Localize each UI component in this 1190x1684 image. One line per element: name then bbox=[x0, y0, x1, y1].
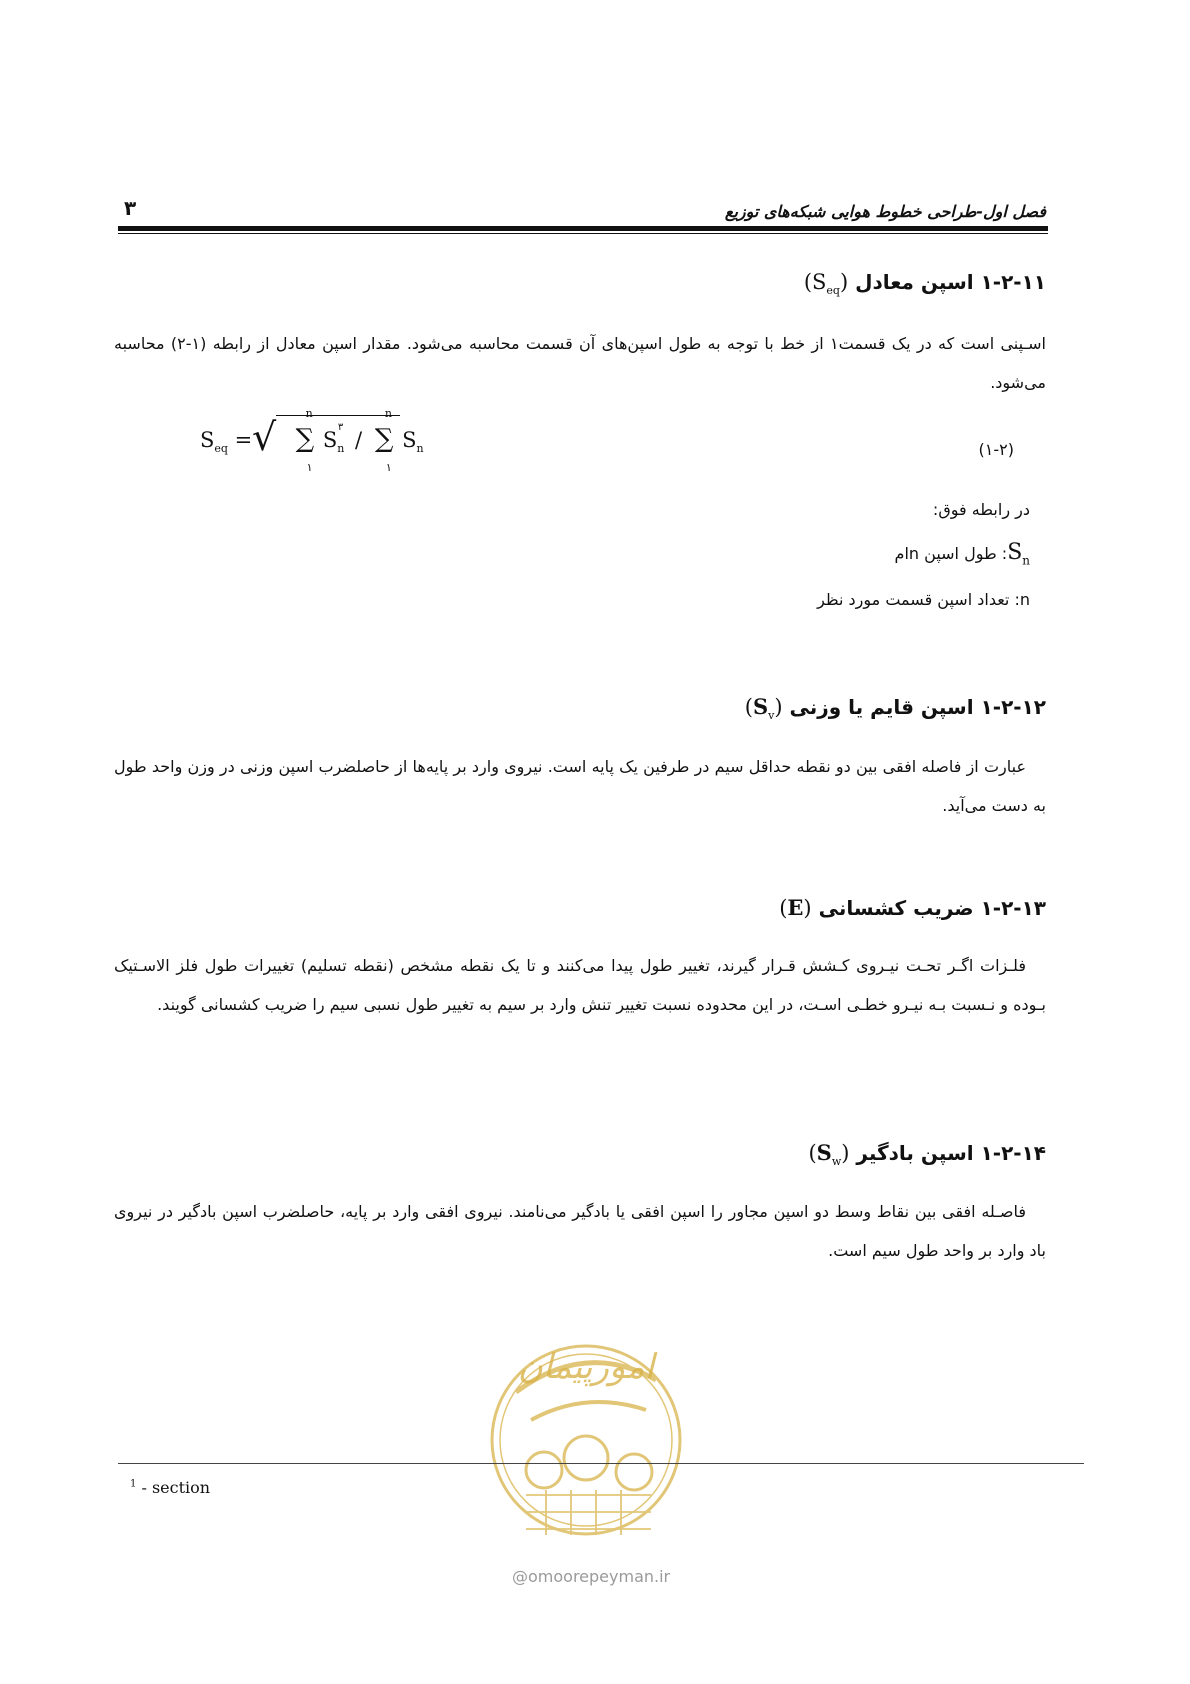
header-rule bbox=[118, 226, 1048, 231]
section-number: ۱-۲-۱۳ bbox=[980, 896, 1046, 920]
header-rule-thin bbox=[118, 233, 1048, 234]
eq-equals-sign: = bbox=[234, 428, 253, 452]
footnote-rule bbox=[118, 1463, 1084, 1464]
section-paragraph-13: فلـزات اگـر تحـت نیـروی کـشش قـرار گیرند، تغییر طول پیدا می‌کنند و تا یک نقطه مشخص (نقطه تسلیم) تغییرات طول فلز الاسـتیک بـوده و نـسبت بـه نیـرو خطـی اسـت، در این محدوده نسبت تغییر تنش وارد بر سیم به تغییر طول نسبی سیم را ضریب کشسانی گویند. bbox=[114, 956, 1046, 1014]
section-title: ضریب کشسانی bbox=[818, 896, 974, 920]
equation-formula bbox=[200, 407, 424, 474]
section-title: اسپن معادل bbox=[855, 270, 974, 294]
sqrt-overline bbox=[276, 415, 400, 416]
sqrt-sign: √ bbox=[252, 415, 277, 459]
section-number: ۱-۲-۱۱ bbox=[980, 270, 1046, 294]
section-heading-11 bbox=[804, 270, 1046, 297]
eq-slash: / bbox=[355, 428, 363, 452]
section-paragraph-14: فاصـله افقی بین نقاط وسط دو اسپن مجاور را اسپن افقی یا بادگیر می‌نامند. نیروی افقی وارد بر پایه، حاصلضرب اسپن بادگیر در نیروی باد وارد بر واحد طول سیم است. bbox=[114, 1202, 1046, 1260]
sum-symbol-1: ∑ n ۱ bbox=[295, 407, 315, 474]
watermark-logo bbox=[486, 1320, 688, 1560]
definition-sn: $S_n$: طول اسپن nام bbox=[894, 540, 1030, 568]
section-heading-13 bbox=[779, 895, 1046, 920]
page-number: ۳ bbox=[124, 196, 137, 220]
definition-n: n: تعداد اسپن قسمت مورد نظر bbox=[817, 590, 1030, 609]
running-header-title: فصل اول-طراحی خطوط هوایی شبکه‌های توزیع bbox=[724, 202, 1046, 221]
section-symbol: (E) bbox=[779, 895, 812, 920]
section-title: اسپن قایم یا وزنی bbox=[789, 695, 974, 719]
footnote: $^1$ - section bbox=[130, 1478, 211, 1497]
section-number: ۱-۲-۱۲ bbox=[980, 695, 1046, 719]
eq-term-1: $S_n$ ۳ bbox=[322, 422, 345, 456]
sum-symbol-2: ∑ n ۱ bbox=[374, 407, 394, 474]
eq-lhs: $S_{eq}$ bbox=[200, 428, 228, 456]
eq-term-2: $S_n$ bbox=[402, 428, 424, 456]
watermark-logo-text: امورپیمان bbox=[517, 1347, 655, 1387]
section-heading-14 bbox=[808, 1140, 1046, 1168]
section-symbol: $(S_v)$ bbox=[744, 694, 783, 723]
section-paragraph-11: اسـپنی است که در یک قسمت۱ از خط با توجه به طول اسپن‌های آن قسمت محاسبه می‌شود. مقدار اسپن معادل از رابطه (۱-۲) محاسبه می‌شود. bbox=[114, 334, 1047, 392]
section-paragraph-12: عبارت از فاصله افقی بین دو نقطه حداقل سیم در طرفین یک پایه است. نیروی وارد بر پایه‌ها از حاصلضرب اسپن وزنی در وزن واحد طول به دست می‌آید. bbox=[114, 757, 1046, 815]
section-number: ۱-۲-۱۴ bbox=[980, 1141, 1046, 1165]
watermark-site: @omoorepeyman.ir bbox=[512, 1567, 671, 1586]
equation-number: (۱-۲) bbox=[978, 440, 1014, 459]
section-title: اسپن بادگیر bbox=[856, 1141, 974, 1165]
section-symbol: $(S_w)$ bbox=[808, 1140, 850, 1169]
section-symbol: $(S_{eq})$ bbox=[803, 270, 849, 298]
where-label: در رابطه فوق: bbox=[932, 500, 1030, 519]
section-heading-12 bbox=[745, 694, 1046, 722]
